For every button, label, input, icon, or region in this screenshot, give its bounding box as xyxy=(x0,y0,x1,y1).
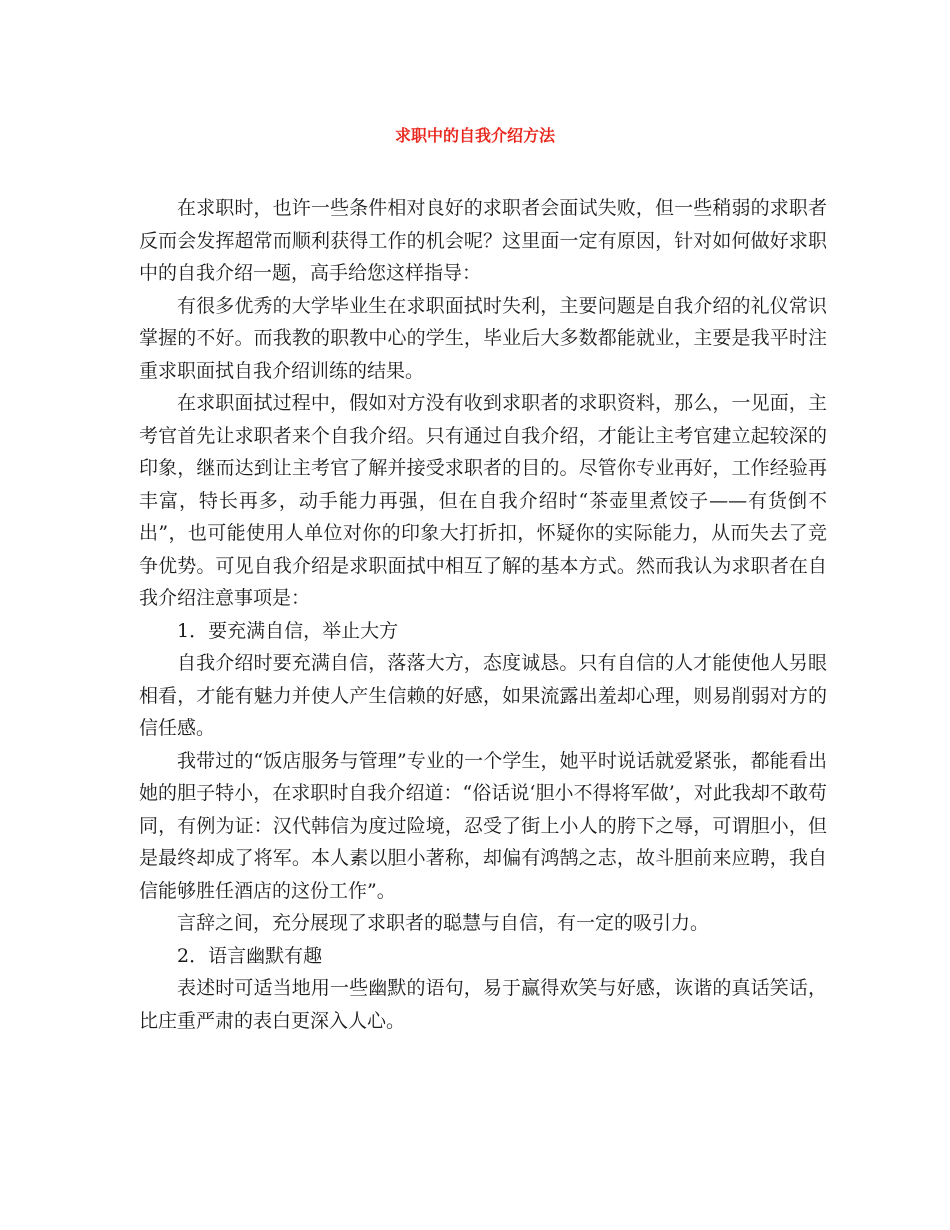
page-title: 求职中的自我介绍方法 xyxy=(394,126,555,145)
paragraph-confidence: 自我介绍时要充满自信，落落大方，态度诚恳。只有自信的人才能使他人另眼相看，才能有魅力并使人产生信赖的好感，如果流露出羞却心理，则易削弱对方的信任感。 xyxy=(139,652,827,739)
paragraph-summary: 言辞之间，充分展现了求职者的聪慧与自信，有一定的吸引力。 xyxy=(177,912,710,934)
paragraph-humor: 表述时可适当地用一些幽默的语句，易于赢得欢笑与好感，诙谐的真话笑话，比庄重严肃的表白更深入人心。 xyxy=(139,977,827,1032)
paragraph-process: 在求职面拭过程中，假如对方没有收到求职者的求职资料，那么，一见面，主考官首先让求职者来个自我介绍。只有通过自我介绍，才能让主考官建立起较深的印象，继而达到让主考官了解并接受求职者的目的。尽管你专业再好，工作经验再丰富，特长再多，动手能力再强，但在自我介绍时“茶壶里煮饺子——有货倒不出”，也可能使用人单位对你的印象大打折扣，怀疑你的实际能力，从而失去了竞争优势。可见自我介绍是求职面拭中相互了解的基本方式。然而我认为求职者在自我介绍注意事项是： xyxy=(139,392,827,609)
paragraph-example: 我带过的“饭店服务与管理”专业的一个学生，她平时说话就爱紧张，都能看出她的胆子特小，在求职时自我介绍道：“俗话说‘胆小不得将军做’，对此我却不敢苟同，有例为证：汉代韩信为度过险境，忍受了街上小人的胯下之辱，可谓胆小，但是最终却成了将军。本人素以胆小著称，却偏有鸿鹄之志，故斗胆前来应聘，我自信能够胜任酒店的这份工作”。 xyxy=(139,749,827,902)
paragraph-intro: 在求职时，也许一些条件相对良好的求职者会面试失败，但一些稍弱的求职者反而会发挥超常而顺利获得工作的机会呢？这里面一定有原因，针对如何做好求职中的自我介绍一题，高手给您这样指导： xyxy=(139,197,827,284)
paragraph-problem: 有很多优秀的大学毕业生在求职面拭时失利，主要问题是自我介绍的礼仪常识掌握的不好。而我教的职教中心的学生，毕业后大多数都能就业，主要是我平时注重求职面拭自我介绍训练的结果。 xyxy=(139,294,827,382)
section-heading-humor: 2．语言幽默有趣 xyxy=(177,944,323,967)
document-body xyxy=(139,192,827,1037)
section-heading-confidence: 1．要充满自信，举止大方 xyxy=(177,619,399,642)
